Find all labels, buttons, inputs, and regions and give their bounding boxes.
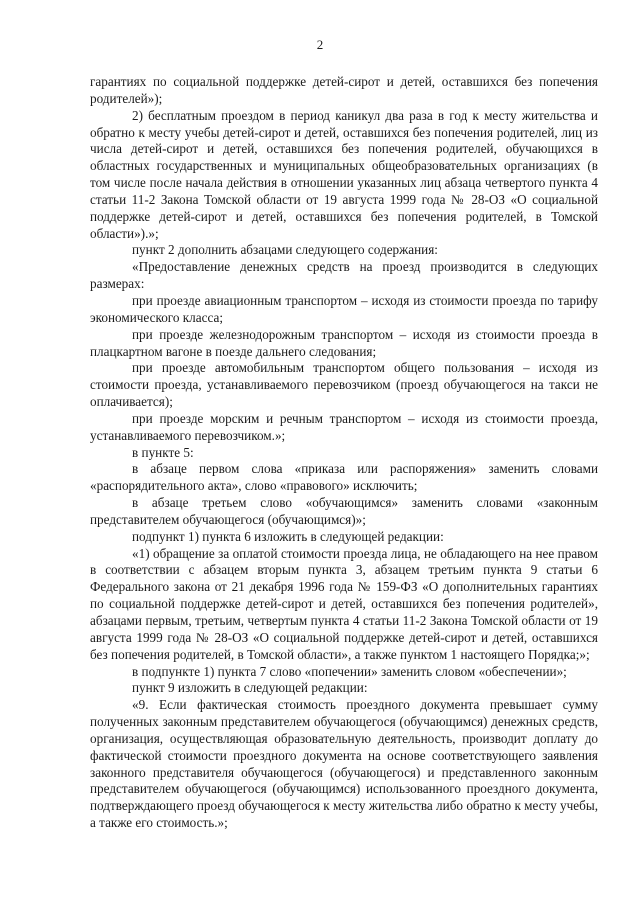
paragraph-rail-transport: при проезде железнодорожным транспортом – исходя из стоимости проезда в плацкартном вагоне в поезде дальнего следования; <box>90 326 598 359</box>
document-body <box>90 74 598 832</box>
paragraph-subpoint-6-1: подпункт 1) пункта 6 изложить в следующей редакции: <box>132 528 444 544</box>
paragraph-subpoint-7-1: в подпункте 1) пункта 7 слово «попечении» заменить словом «обеспечении»; <box>132 663 567 679</box>
paragraph-subpoint-6-1-text: «1) обращение за оплатой стоимости проезда лица, не обладающего на нее правом в соответствии с абзацем вторым пункта 3, абзацем третьим пункта 9 статьи 6 Федерального закона от 21 декабря 1996 года № 159-ФЗ «О дополнительных гарантиях по социальной поддержке детей-сирот и детей, оставшихся без попечения родителей», абзацами первым, третьим, четвертым пункта 4 статьи 11-2 Закона Томской области от 19 августа 1999 года № 28-ОЗ «О социальной поддержке детей-сирот и детей, оставшихся без попечения родителей, в Томской области», а также пунктом 1 настоящего Порядка;»; <box>90 545 598 662</box>
paragraph-point-5-first-abzac: в абзаце первом слова «приказа или распоряжения» заменить словами «распорядительного акта», слово «правового» исключить; <box>90 461 598 494</box>
paragraph-point-5: в пункте 5: <box>132 444 194 460</box>
paragraph-point-9-text: «9. Если фактическая стоимость проездного документа превышает сумму полученных законным представителем обучающегося (обучающимся) денежных средств, организация, осуществляющая образовательную деятельность, производит доплату до фактической стоимости проездного документа на основе соответствующего заявления законного представителя обучающегося (обучающегося) и представленного законным представителем обучающегося (обучающимся) использованного проездного документа, подтверждающего проезд обучающегося к месту жительства либо обратно к месту учебы, а также его стоимость.»; <box>90 697 598 831</box>
paragraph-point-5-third-abzac: в абзаце третьем слово «обучающимся» заменить словами «законным представителем обучающегося (обучающимся)»; <box>90 495 598 527</box>
paragraph-continuation: гарантиях по социальной поддержке детей-сирот и детей, оставшихся без попечения родителей»); <box>90 74 598 106</box>
paragraph-item-2: 2) бесплатным проездом в период каникул два раза в год к месту жительства и обратно к месту учебы детей-сирот и детей, оставшихся без попечения родителей, лиц из числа детей-сирот и детей, оставшихся без попечения родителей, обучающихся в областных государственных и муниципальных общеобразовательных организациях (в том числе после начала действия в отношении указанных лиц абзаца четвертого пункта 4 статьи 11-2 Закона Томской области от 19 августа 1999 года № 28-ОЗ «О социальной поддержке детей-сирот и детей, оставшихся без попечения родителей, в Томской области»).»; <box>90 107 598 241</box>
paragraph-air-transport: при проезде авиационным транспортом – исходя из стоимости проезда по тарифу экономического класса; <box>90 292 598 325</box>
paragraph-point-2-amendment: пункт 2 дополнить абзацами следующего содержания: <box>132 242 438 258</box>
paragraph-point-9: пункт 9 изложить в следующей редакции: <box>132 680 368 696</box>
paragraph-road-transport: при проезде автомобильным транспортом общего пользования – исходя из стоимости проезда, устанавливаемого перевозчиком (проезд обучающегося на такси не оплачивается); <box>90 360 598 410</box>
paragraph-sea-river-transport: при проезде морским и речным транспортом – исходя из стоимости проезда, устанавливаемого перевозчиком.»; <box>90 410 598 443</box>
page-number: 2 <box>316 37 324 52</box>
paragraph-quote-intro: «Предоставление денежных средств на проезд производится в следующих размерах: <box>90 259 598 292</box>
